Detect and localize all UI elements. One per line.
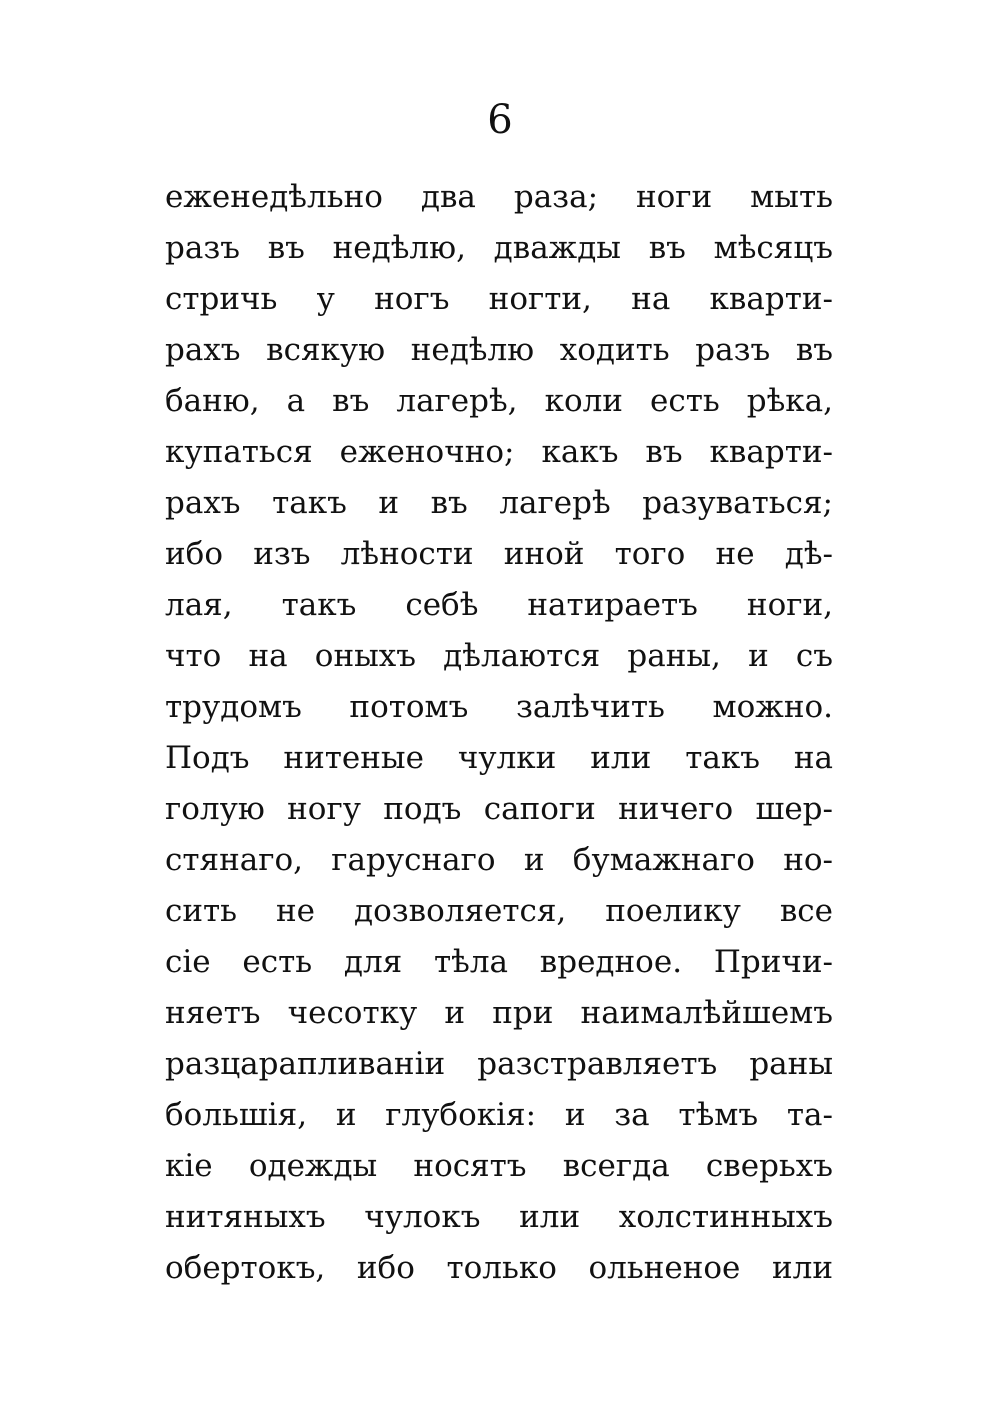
text-line: лая, такъ себѣ натираетъ ноги, [165, 587, 833, 623]
body-text [165, 172, 833, 1294]
text-line: разъ въ недѣлю, дважды въ мѣсяцъ [165, 230, 833, 266]
text-line: стянаго, гаруснаго и бумажнаго но- [165, 842, 833, 878]
text-line: большія, и глубокія: и за тѣмъ та- [165, 1097, 833, 1133]
text-line: ибо изъ лѣности иной того не дѣ- [165, 536, 833, 572]
text-line: няетъ чесотку и при наималѣйшемъ [165, 995, 833, 1031]
text-line: кіе одежды носятъ всегда сверьхъ [165, 1148, 833, 1184]
text-line: разцарапливаніи разстравляетъ раны [165, 1046, 833, 1082]
text-line: сить не дозволяется, поелику все [165, 893, 833, 929]
text-line: что на оныхъ дѣлаются раны, и съ [165, 638, 833, 674]
text-line: баню, а въ лагерѣ, коли есть рѣка, [165, 383, 833, 419]
text-line: еженедѣльно два раза; ноги мыть [165, 179, 833, 215]
text-line: рахъ такъ и въ лагерѣ разуваться; [165, 485, 833, 521]
text-line: обертокъ, ибо только ольненое или [165, 1250, 833, 1286]
text-line: рахъ всякую недѣлю ходить разъ въ [165, 332, 833, 368]
text-line: стричь у ногъ ногти, на кварти- [165, 281, 833, 317]
text-line: голую ногу подъ сапоги ничего шер- [165, 791, 833, 827]
text-line: сіе есть для тѣла вредное. Причи- [165, 944, 833, 980]
text-line: трудомъ потомъ залѣчить можно. [165, 689, 833, 725]
text-line: Подъ нитеные чулки или такъ на [165, 740, 833, 776]
text-line: нитяныхъ чулокъ или холстинныхъ [165, 1199, 833, 1235]
text-line: купаться еженочно; какъ въ кварти- [165, 434, 833, 470]
page-number: 6 [487, 97, 513, 143]
